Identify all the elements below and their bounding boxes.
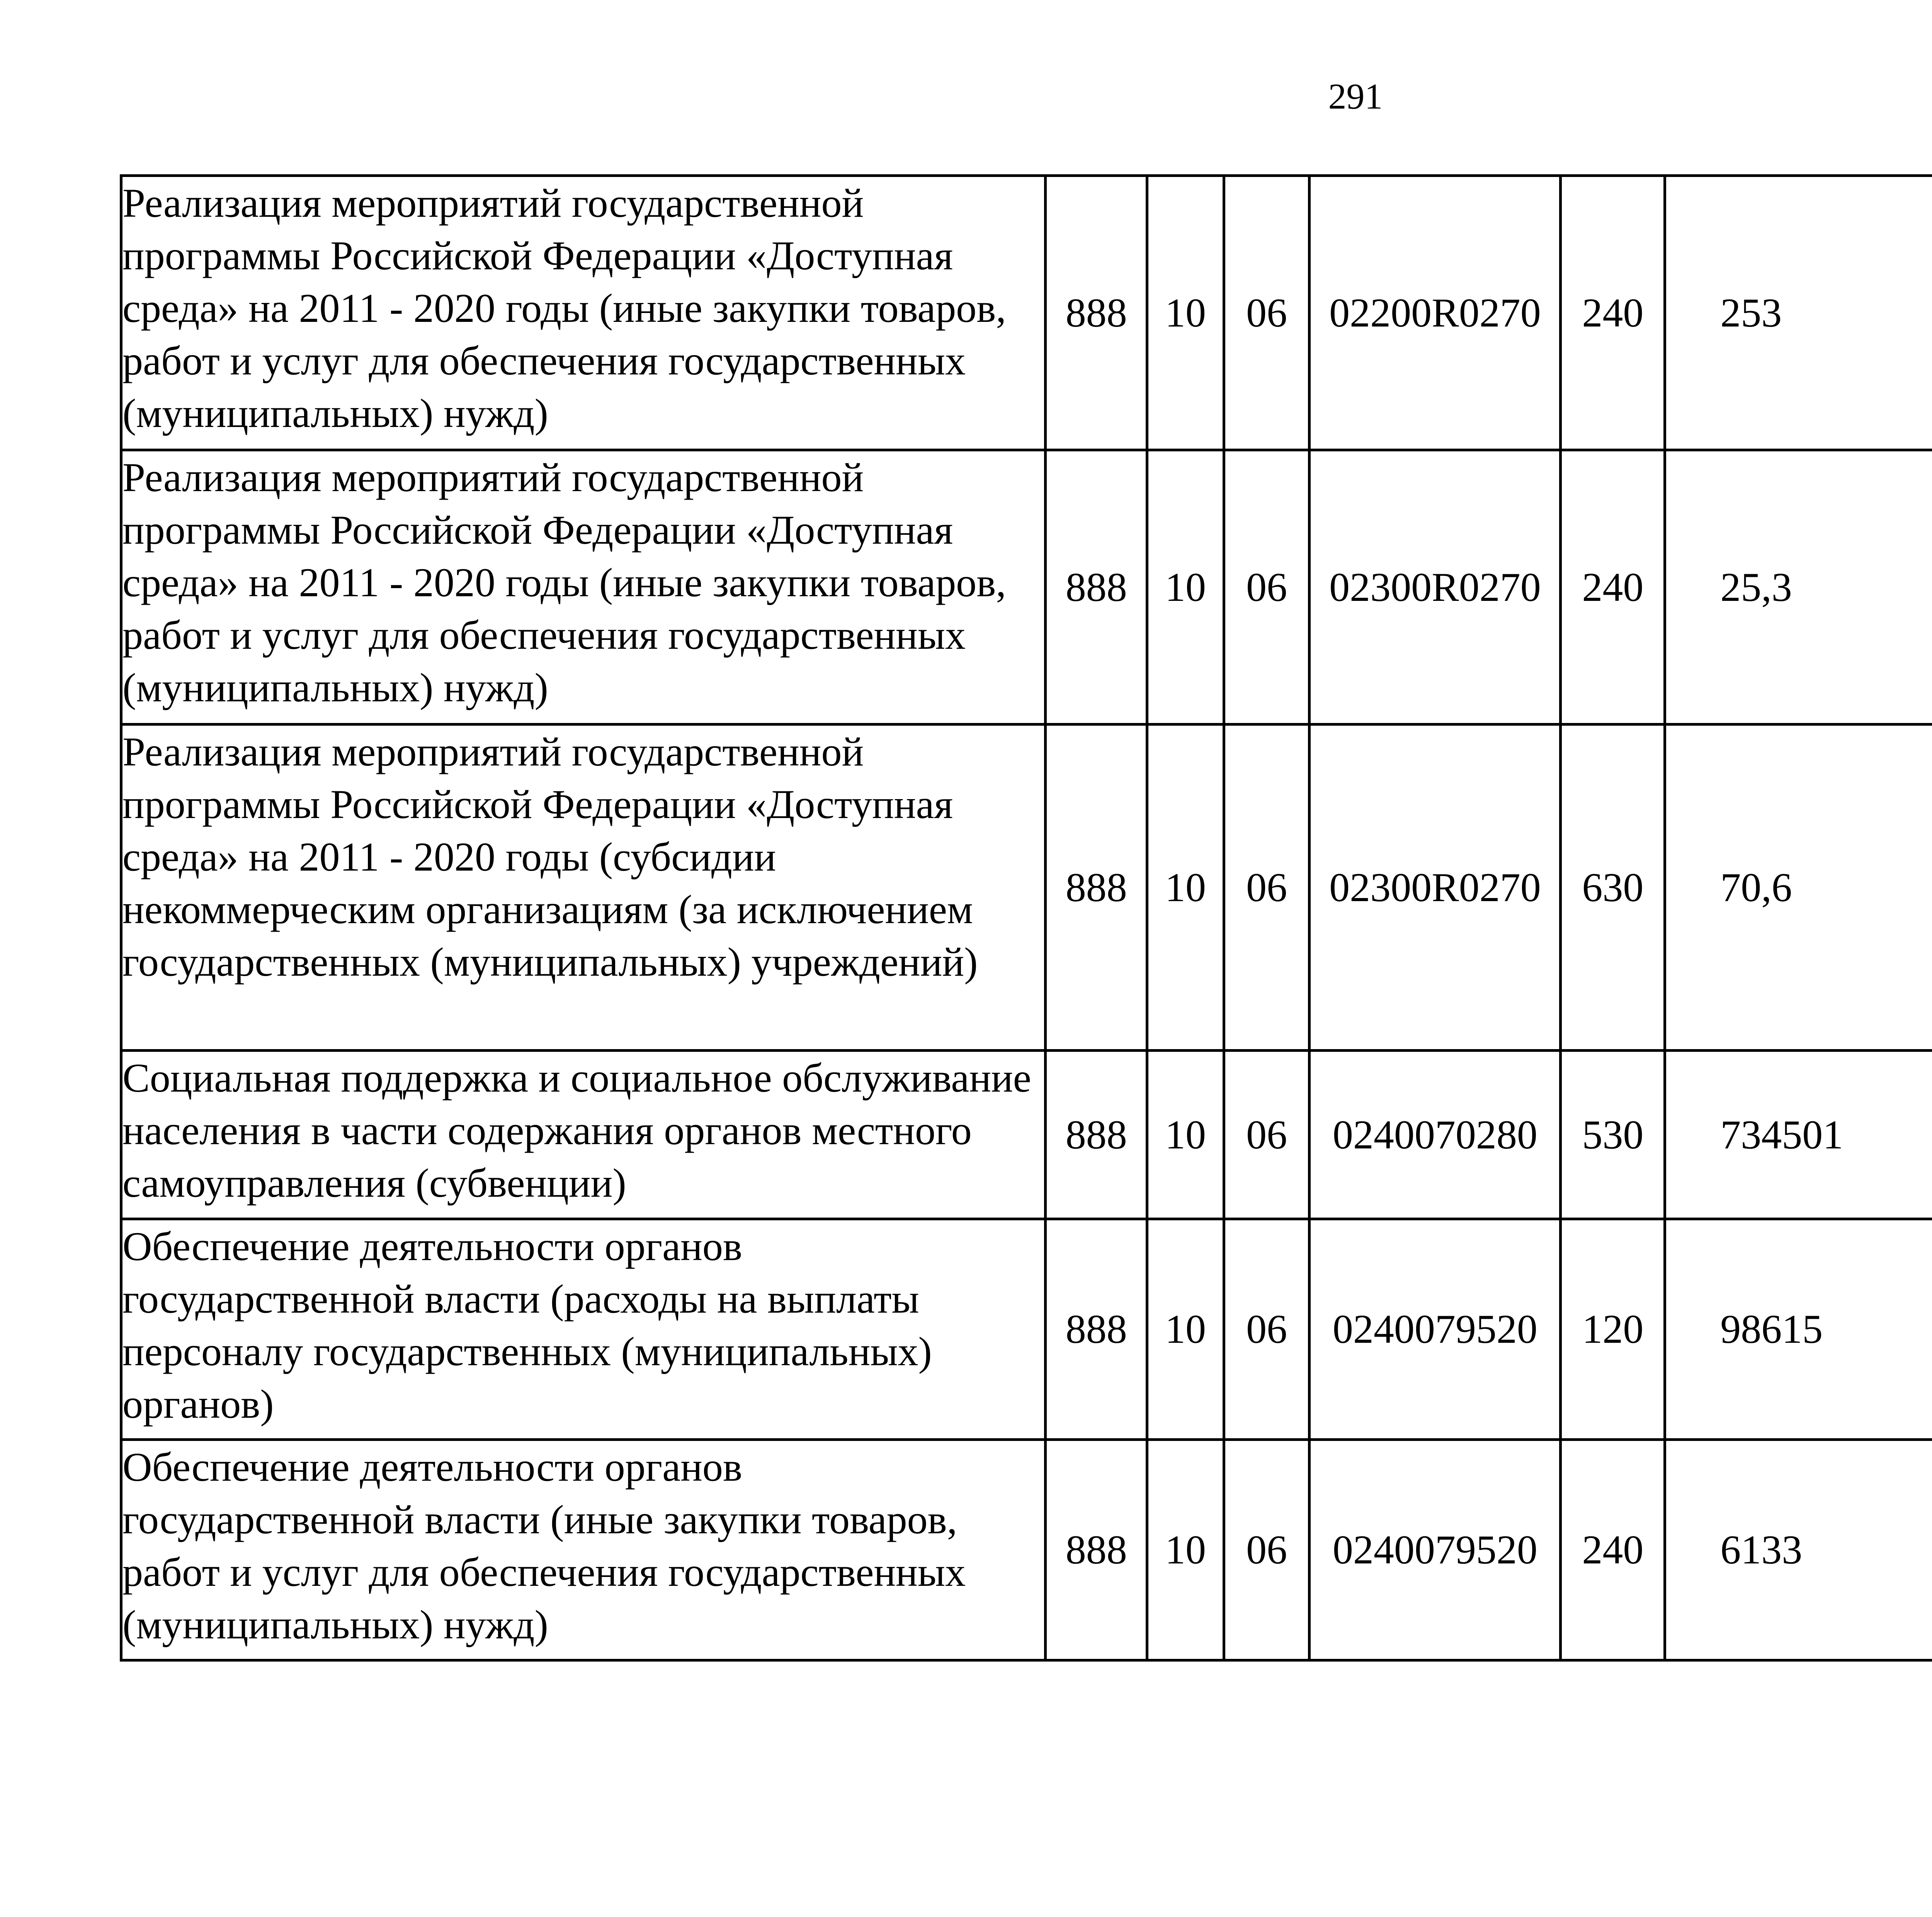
amount-1: 253 (1665, 176, 1932, 450)
subsection-code: 06 (1224, 1440, 1310, 1660)
admin-code: 888 (1046, 1051, 1147, 1219)
section-code: 10 (1147, 725, 1224, 1051)
subsection-code: 06 (1224, 450, 1310, 725)
row-description: Реализация мероприятий государственной программы Российской Федерации «Доступная среда» на 2011 - 2020 годы (иные закупки товаров, работ и услуг для обеспечения государственных (муниципальных) нужд) (121, 176, 1046, 450)
table-row (121, 450, 1932, 725)
section-code: 10 (1147, 1440, 1224, 1660)
table-row (121, 1440, 1932, 1660)
table-row (121, 1051, 1932, 1219)
section-code: 10 (1147, 176, 1224, 450)
target-article-code: 0240079520 (1310, 1219, 1561, 1440)
table-row (121, 725, 1932, 1051)
expense-type-code: 630 (1561, 725, 1665, 1051)
table-row (121, 176, 1932, 450)
expense-type-code: 240 (1561, 176, 1665, 450)
admin-code: 888 (1046, 725, 1147, 1051)
section-code: 10 (1147, 450, 1224, 725)
budget-table (120, 174, 1932, 1662)
page-number: 291 (1328, 77, 1383, 117)
target-article-code: 0240070280 (1310, 1051, 1561, 1219)
amount-1: 734501 (1665, 1051, 1932, 1219)
admin-code: 888 (1046, 1219, 1147, 1440)
admin-code: 888 (1046, 176, 1147, 450)
target-article-code: 0240079520 (1310, 1440, 1561, 1660)
row-description: Обеспечение деятельности органов государственной власти (расходы на выплаты персоналу государственных (муниципальных) органов) (121, 1219, 1046, 1440)
subsection-code: 06 (1224, 725, 1310, 1051)
row-description: Обеспечение деятельности органов государственной власти (иные закупки товаров, работ и услуг для обеспечения государственных (муниципальных) нужд) (121, 1440, 1046, 1660)
row-description: Реализация мероприятий государственной программы Российской Федерации «Доступная среда» на 2011 - 2020 годы (субсидии некоммерческим организациям (за исключением государственных (муниципальных) учреждений) (121, 725, 1046, 1051)
expense-type-code: 530 (1561, 1051, 1665, 1219)
admin-code: 888 (1046, 1440, 1147, 1660)
subsection-code: 06 (1224, 1051, 1310, 1219)
section-code: 10 (1147, 1051, 1224, 1219)
target-article-code: 02200R0270 (1310, 176, 1561, 450)
table-row (121, 1219, 1932, 1440)
amount-1: 98615 (1665, 1219, 1932, 1440)
amount-1: 70,6 (1665, 725, 1932, 1051)
subsection-code: 06 (1224, 176, 1310, 450)
target-article-code: 02300R0270 (1310, 450, 1561, 725)
amount-1: 25,3 (1665, 450, 1932, 725)
target-article-code: 02300R0270 (1310, 725, 1561, 1051)
subsection-code: 06 (1224, 1219, 1310, 1440)
section-code: 10 (1147, 1219, 1224, 1440)
expense-type-code: 240 (1561, 450, 1665, 725)
admin-code: 888 (1046, 450, 1147, 725)
row-description: Реализация мероприятий государственной программы Российской Федерации «Доступная среда» на 2011 - 2020 годы (иные закупки товаров, работ и услуг для обеспечения государственных (муниципальных) нужд) (121, 450, 1046, 725)
expense-type-code: 120 (1561, 1219, 1665, 1440)
amount-1: 6133 (1665, 1440, 1932, 1660)
expense-type-code: 240 (1561, 1440, 1665, 1660)
row-description: Социальная поддержка и социальное обслуживание населения в части содержания органов местного самоуправления (субвенции) (121, 1051, 1046, 1219)
